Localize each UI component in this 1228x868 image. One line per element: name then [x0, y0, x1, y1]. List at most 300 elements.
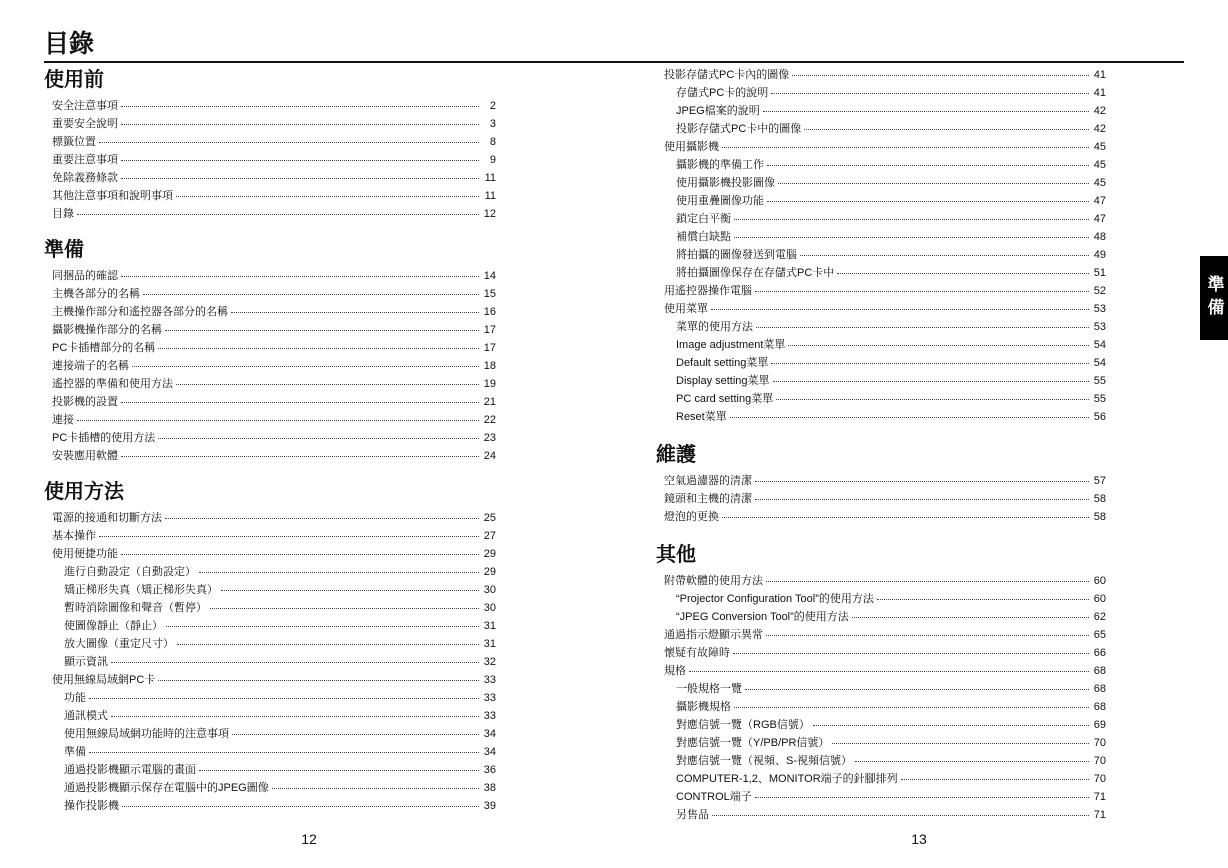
- toc-left-column: [44, 66, 496, 815]
- toc-entry-page: 32: [483, 656, 496, 668]
- toc-right-column: [656, 66, 1106, 824]
- toc-entry[interactable]: [44, 339, 496, 357]
- dot-leader: [111, 706, 479, 717]
- dot-leader: [143, 284, 479, 295]
- toc-entry-title: CONTROL端子: [676, 791, 752, 803]
- toc-entry-title: 放大圖像（重定尺寸）: [64, 638, 174, 650]
- toc-entry[interactable]: [44, 545, 496, 563]
- dot-leader: [99, 132, 479, 143]
- toc-entry[interactable]: [44, 321, 496, 339]
- toc-entry[interactable]: [656, 806, 1106, 824]
- dot-leader: [121, 168, 479, 179]
- toc-entry[interactable]: [656, 246, 1106, 264]
- dot-leader: [111, 652, 479, 663]
- toc-entry-page: 51: [1093, 267, 1106, 279]
- dot-leader: [776, 389, 1089, 400]
- toc-entry[interactable]: [656, 590, 1106, 608]
- toc-entry[interactable]: [44, 779, 496, 797]
- toc-entry-title: 攝影機操作部分的名稱: [52, 324, 162, 336]
- toc-entry-page: 66: [1093, 647, 1106, 659]
- toc-entry-title: 同捆品的確認: [52, 270, 118, 282]
- dot-leader: [199, 760, 479, 771]
- toc-entry[interactable]: [44, 429, 496, 447]
- toc-entry-title: 顯示資訊: [64, 656, 108, 668]
- toc-entry-title: 投影存儲式PC卡內的圖像: [664, 69, 790, 81]
- dot-leader: [755, 489, 1089, 500]
- toc-entry-title: 連接: [52, 414, 74, 426]
- toc-entry-page: 60: [1093, 575, 1106, 587]
- toc-entry-title: “Projector Configuration Tool”的使用方法: [676, 593, 874, 605]
- toc-entry-page: 19: [483, 378, 496, 390]
- toc-entry-page: 33: [483, 674, 496, 686]
- dot-leader: [158, 338, 479, 349]
- toc-entry-title: 存儲式PC卡的說明: [676, 87, 769, 99]
- toc-list: [656, 472, 1106, 526]
- toc-entry-title: 將拍攝的圖像發送到電腦: [676, 249, 797, 261]
- toc-entry-title: 通過投影機顯示電腦的畫面: [64, 764, 196, 776]
- toc-entry-page: 70: [1093, 755, 1106, 767]
- toc-entry[interactable]: [656, 390, 1106, 408]
- toc-entry-page: 17: [483, 324, 496, 336]
- toc-entry-title: Default setting菜單: [676, 357, 769, 369]
- dot-leader: [722, 137, 1089, 148]
- toc-entry-title: 準備: [64, 746, 86, 758]
- toc-entry-page: 33: [483, 692, 496, 704]
- toc-entry[interactable]: [656, 490, 1106, 508]
- dot-leader: [121, 446, 479, 457]
- toc-entry-page: 49: [1093, 249, 1106, 261]
- section-tab-label: 準備: [1204, 275, 1224, 321]
- dot-leader: [852, 607, 1089, 618]
- toc-entry-page: 18: [483, 360, 496, 372]
- dot-leader: [176, 186, 479, 197]
- toc-entry[interactable]: [656, 508, 1106, 526]
- toc-list: [656, 66, 1106, 426]
- toc-entry[interactable]: [44, 393, 496, 411]
- toc-entry-title: 將拍攝圖像保存在存儲式PC卡中: [676, 267, 835, 279]
- toc-entry[interactable]: [656, 120, 1106, 138]
- toc-entry-title: 使用攝影機投影圖像: [676, 177, 775, 189]
- toc-entry[interactable]: [44, 267, 496, 285]
- toc-entry[interactable]: [44, 115, 496, 133]
- toc-entry-title: 其他注意事項和說明事項: [52, 190, 173, 202]
- dot-leader: [121, 544, 479, 555]
- toc-entry-title: PC卡插槽的使用方法: [52, 432, 156, 444]
- toc-entry[interactable]: [656, 210, 1106, 228]
- toc-entry[interactable]: [44, 357, 496, 375]
- toc-entry-title: 通過指示燈顯示異常: [664, 629, 763, 641]
- toc-entry[interactable]: [656, 770, 1106, 788]
- toc-entry[interactable]: [44, 151, 496, 169]
- toc-entry-title: 一般規格一覽: [676, 683, 742, 695]
- toc-entry[interactable]: [44, 671, 496, 689]
- dot-leader: [745, 679, 1089, 690]
- toc-entry-page: 34: [483, 728, 496, 740]
- toc-entry-title: 操作投影機: [64, 800, 119, 812]
- toc-entry-page: 29: [483, 548, 496, 560]
- page-number-right: 13: [911, 831, 927, 847]
- toc-entry-title: 電源的接通和切斷方法: [52, 512, 162, 524]
- toc-entry-title: 通過投影機顯示保存在電腦中的JPEG圖像: [64, 782, 269, 794]
- toc-entry-page: 23: [483, 432, 496, 444]
- toc-entry[interactable]: [44, 169, 496, 187]
- toc-entry-page: 3: [489, 118, 496, 130]
- toc-entry-title: 鏡頭和主機的清潔: [664, 493, 752, 505]
- toc-entry-title: PC card setting菜單: [676, 393, 774, 405]
- toc-entry[interactable]: [44, 563, 496, 581]
- toc-entry[interactable]: [656, 626, 1106, 644]
- dot-leader: [771, 83, 1089, 94]
- dot-leader: [804, 119, 1089, 130]
- toc-entry-title: 主機各部分的名稱: [52, 288, 140, 300]
- dot-leader: [165, 508, 479, 519]
- toc-entry-title: 對應信號一覽（視頻、S-視頻信號）: [676, 755, 852, 767]
- dot-leader: [122, 796, 479, 807]
- toc-entry-title: 懷疑有故障時: [664, 647, 730, 659]
- toc-entry-title: 標籤位置: [52, 136, 96, 148]
- dot-leader: [800, 245, 1089, 256]
- toc-entry-page: 27: [483, 530, 496, 542]
- toc-entry[interactable]: [44, 509, 496, 527]
- dot-leader: [763, 101, 1089, 112]
- toc-entry[interactable]: [44, 725, 496, 743]
- toc-entry[interactable]: [656, 228, 1106, 246]
- toc-entry-page: 55: [1093, 375, 1106, 387]
- toc-entry[interactable]: [44, 743, 496, 761]
- toc-entry-title: 附帶軟體的使用方法: [664, 575, 763, 587]
- toc-entry-page: 65: [1093, 629, 1106, 641]
- toc-entry-page: 47: [1093, 195, 1106, 207]
- dot-leader: [77, 204, 479, 215]
- dot-leader: [165, 320, 479, 331]
- dot-leader: [730, 407, 1089, 418]
- toc-entry-page: 47: [1093, 213, 1106, 225]
- toc-entry[interactable]: [656, 336, 1106, 354]
- toc-entry-title: 暫時消除圖像和聲音（暫停）: [64, 602, 207, 614]
- dot-leader: [121, 392, 479, 403]
- dot-leader: [766, 625, 1089, 636]
- toc-entry-title: COMPUTER-1,2、MONITOR端子的針腳排列: [676, 773, 898, 785]
- toc-entry-page: 62: [1093, 611, 1106, 623]
- dot-leader: [877, 589, 1089, 600]
- toc-entry-page: 68: [1093, 665, 1106, 677]
- section-tab: [1200, 256, 1228, 340]
- dot-leader: [755, 471, 1089, 482]
- dot-leader: [755, 787, 1089, 798]
- toc-entry-page: 48: [1093, 231, 1106, 243]
- dot-leader: [712, 805, 1089, 816]
- section-heading: 使用方法: [44, 481, 124, 503]
- toc-entry[interactable]: [656, 102, 1106, 120]
- toc-entry-title: 用遙控器操作電腦: [664, 285, 752, 297]
- toc-entry[interactable]: [44, 205, 496, 223]
- toc-entry[interactable]: [44, 447, 496, 465]
- toc-entry-title: Reset菜單: [676, 411, 727, 423]
- toc-entry-page: 69: [1093, 719, 1106, 731]
- toc-entry[interactable]: [656, 354, 1106, 372]
- toc-entry[interactable]: [656, 752, 1106, 770]
- dot-leader: [121, 114, 479, 125]
- toc-entry-title: 連接端子的名稱: [52, 360, 129, 372]
- toc-entry-page: 11: [484, 172, 496, 184]
- section-heading: 其他: [656, 544, 696, 566]
- toc-entry-page: 55: [1093, 393, 1106, 405]
- toc-entry-title: 使用無線局域網功能時的注意事項: [64, 728, 229, 740]
- toc-entry-page: 12: [483, 208, 496, 220]
- toc-entry-page: 56: [1093, 411, 1106, 423]
- toc-entry[interactable]: [656, 174, 1106, 192]
- toc-entry-page: 33: [483, 710, 496, 722]
- dot-leader: [99, 526, 479, 537]
- toc-entry-page: 53: [1093, 303, 1106, 315]
- toc-entry-page: 68: [1093, 701, 1106, 713]
- toc-entry-title: “JPEG Conversion Tool”的使用方法: [676, 611, 849, 623]
- dot-leader: [766, 571, 1089, 582]
- toc-entry-title: 菜單的使用方法: [676, 321, 753, 333]
- toc-entry-page: 2: [489, 100, 496, 112]
- dot-leader: [711, 299, 1089, 310]
- toc-entry[interactable]: [656, 372, 1106, 390]
- toc-entry-title: 目錄: [52, 208, 74, 220]
- toc-entry[interactable]: [44, 285, 496, 303]
- toc-entry-page: 11: [484, 190, 496, 202]
- dot-leader: [177, 634, 479, 645]
- toc-entry-title: 空氣過濾器的清潔: [664, 475, 752, 487]
- dot-leader: [272, 778, 479, 789]
- toc-list: [656, 572, 1106, 824]
- toc-entry[interactable]: [44, 133, 496, 151]
- page-title: 目錄: [44, 30, 95, 58]
- toc-entry-title: Display setting菜單: [676, 375, 770, 387]
- dot-leader: [767, 191, 1089, 202]
- toc-entry-page: 71: [1093, 809, 1106, 821]
- dot-leader: [89, 742, 479, 753]
- toc-entry[interactable]: [44, 187, 496, 205]
- toc-entry[interactable]: [656, 264, 1106, 282]
- toc-entry-title: 重要安全說明: [52, 118, 118, 130]
- dot-leader: [855, 751, 1089, 762]
- toc-entry[interactable]: [44, 527, 496, 545]
- dot-leader: [689, 661, 1089, 672]
- toc-entry-page: 8: [489, 136, 496, 148]
- toc-entry-page: 52: [1093, 285, 1106, 297]
- dot-leader: [771, 353, 1089, 364]
- toc-entry-title: 規格: [664, 665, 686, 677]
- dot-leader: [132, 356, 479, 367]
- toc-entry[interactable]: [656, 156, 1106, 174]
- toc-entry-title: 使圖像靜止（靜止）: [64, 620, 163, 632]
- toc-entry-page: 38: [483, 782, 496, 794]
- dot-leader: [813, 715, 1089, 726]
- dot-leader: [734, 697, 1089, 708]
- toc-entry-title: PC卡插槽部分的名稱: [52, 342, 156, 354]
- toc-entry-page: 42: [1093, 123, 1106, 135]
- toc-entry-title: 安全注意事項: [52, 100, 118, 112]
- toc-entry[interactable]: [44, 97, 496, 115]
- dot-leader: [121, 96, 479, 107]
- toc-entry-page: 70: [1093, 773, 1106, 785]
- dot-leader: [722, 507, 1089, 518]
- dot-leader: [221, 580, 479, 591]
- toc-entry-title: 功能: [64, 692, 86, 704]
- dot-leader: [158, 670, 479, 681]
- toc-entry-title: 主機操作部分和遙控器各部分的名稱: [52, 306, 228, 318]
- toc-entry-page: 41: [1093, 69, 1106, 81]
- dot-leader: [755, 281, 1089, 292]
- toc-entry-page: 9: [489, 154, 496, 166]
- toc-entry[interactable]: [656, 788, 1106, 806]
- toc-entry-page: 54: [1093, 339, 1106, 351]
- toc-entry-page: 31: [483, 638, 496, 650]
- toc-entry-title: Image adjustment菜單: [676, 339, 786, 351]
- toc-entry-page: 17: [483, 342, 496, 354]
- dot-leader: [792, 65, 1089, 76]
- toc-entry[interactable]: [656, 66, 1106, 84]
- toc-entry[interactable]: [44, 635, 496, 653]
- toc-entry[interactable]: [44, 599, 496, 617]
- toc-entry-title: 矯正梯形失真（矯正梯形失真）: [64, 584, 218, 596]
- toc-entry-title: 使用無線局域網PC卡: [52, 674, 156, 686]
- dot-leader: [734, 227, 1089, 238]
- page-number-left: 12: [301, 831, 317, 847]
- toc-entry-title: 燈泡的更換: [664, 511, 719, 523]
- toc-entry-title: 對應信號一覽（RGB信號）: [676, 719, 810, 731]
- toc-entry[interactable]: [44, 617, 496, 635]
- dot-leader: [832, 733, 1089, 744]
- toc-entry-title: JPEG檔案的說明: [676, 105, 760, 117]
- toc-entry-page: 21: [483, 396, 496, 408]
- dot-leader: [733, 643, 1089, 654]
- toc-entry[interactable]: [656, 698, 1106, 716]
- toc-entry-page: 39: [483, 800, 496, 812]
- toc-list: [44, 97, 496, 223]
- toc-entry-title: 攝影機規格: [676, 701, 731, 713]
- dot-leader: [901, 769, 1089, 780]
- toc-entry[interactable]: [44, 375, 496, 393]
- toc-entry-page: 36: [483, 764, 496, 776]
- toc-entry-page: 45: [1093, 159, 1106, 171]
- dot-leader: [158, 428, 479, 439]
- toc-entry-title: 補償白缺點: [676, 231, 731, 243]
- toc-entry-page: 58: [1093, 493, 1106, 505]
- toc-entry-page: 60: [1093, 593, 1106, 605]
- dot-leader: [121, 150, 479, 161]
- dot-leader: [199, 562, 479, 573]
- dot-leader: [166, 616, 479, 627]
- toc-entry[interactable]: [656, 608, 1106, 626]
- toc-entry[interactable]: [656, 734, 1106, 752]
- toc-entry-page: 42: [1093, 105, 1106, 117]
- toc-entry-page: 58: [1093, 511, 1106, 523]
- toc-entry-page: 24: [483, 450, 496, 462]
- dot-leader: [231, 302, 479, 313]
- toc-entry[interactable]: [656, 716, 1106, 734]
- toc-entry[interactable]: [44, 689, 496, 707]
- toc-entry[interactable]: [656, 138, 1106, 156]
- toc-entry-page: 41: [1093, 87, 1106, 99]
- dot-leader: [778, 173, 1089, 184]
- toc-entry-page: 30: [483, 602, 496, 614]
- toc-entry-title: 重要注意事項: [52, 154, 118, 166]
- toc-entry-page: 68: [1093, 683, 1106, 695]
- toc-entry[interactable]: [656, 84, 1106, 102]
- toc-entry[interactable]: [656, 282, 1106, 300]
- toc-entry-page: 45: [1093, 141, 1106, 153]
- toc-entry-title: 對應信號一覽（Y/PB/PR信號）: [676, 737, 830, 749]
- toc-entry[interactable]: [44, 411, 496, 429]
- toc-entry-page: 34: [483, 746, 496, 758]
- toc-entry-title: 攝影機的準備工作: [676, 159, 764, 171]
- toc-entry-title: 通訊模式: [64, 710, 108, 722]
- dot-leader: [89, 688, 479, 699]
- toc-entry-page: 29: [483, 566, 496, 578]
- toc-list: [44, 509, 496, 815]
- dot-leader: [788, 335, 1089, 346]
- toc-entry-title: 使用重疊圖像功能: [676, 195, 764, 207]
- toc-entry-page: 54: [1093, 357, 1106, 369]
- dot-leader: [773, 371, 1089, 382]
- toc-entry-title: 使用菜單: [664, 303, 708, 315]
- toc-entry[interactable]: [44, 581, 496, 599]
- section-heading: 準備: [44, 239, 84, 261]
- toc-entry-title: 使用便捷功能: [52, 548, 118, 560]
- toc-entry-page: 70: [1093, 737, 1106, 749]
- dot-leader: [121, 266, 479, 277]
- toc-entry-page: 16: [483, 306, 496, 318]
- toc-entry-title: 遙控器的準備和使用方法: [52, 378, 173, 390]
- dot-leader: [734, 209, 1089, 220]
- toc-entry-title: 使用攝影機: [664, 141, 719, 153]
- toc-entry[interactable]: [656, 644, 1106, 662]
- toc-entry-page: 15: [483, 288, 496, 300]
- toc-list: [44, 267, 496, 465]
- dot-leader: [756, 317, 1089, 328]
- toc-entry[interactable]: [656, 680, 1106, 698]
- toc-entry[interactable]: [656, 662, 1106, 680]
- toc-entry-page: 14: [483, 270, 496, 282]
- toc-entry-page: 53: [1093, 321, 1106, 333]
- toc-entry[interactable]: [656, 472, 1106, 490]
- toc-entry[interactable]: [656, 318, 1106, 336]
- toc-entry-title: 基本操作: [52, 530, 96, 542]
- toc-entry-title: 免除義務條款: [52, 172, 118, 184]
- title-rule: [44, 61, 1184, 63]
- toc-entry[interactable]: [656, 408, 1106, 426]
- toc-entry[interactable]: [44, 653, 496, 671]
- dot-leader: [837, 263, 1089, 274]
- dot-leader: [232, 724, 479, 735]
- toc-entry[interactable]: [44, 303, 496, 321]
- toc-entry-title: 安裝應用軟體: [52, 450, 118, 462]
- toc-entry-title: 鎖定白平衡: [676, 213, 731, 225]
- toc-entry[interactable]: [44, 707, 496, 725]
- toc-entry-title: 進行自動設定（自動設定）: [64, 566, 196, 578]
- toc-entry-title: 投影存儲式PC卡中的圖像: [676, 123, 802, 135]
- toc-entry[interactable]: [656, 300, 1106, 318]
- toc-entry[interactable]: [44, 797, 496, 815]
- toc-entry-page: 71: [1093, 791, 1106, 803]
- section-heading: 使用前: [44, 69, 104, 91]
- toc-entry-page: 25: [483, 512, 496, 524]
- toc-entry[interactable]: [656, 192, 1106, 210]
- toc-entry-page: 22: [483, 414, 496, 426]
- toc-entry[interactable]: [44, 761, 496, 779]
- toc-entry-page: 57: [1093, 475, 1106, 487]
- toc-entry[interactable]: [656, 572, 1106, 590]
- toc-entry-page: 31: [483, 620, 496, 632]
- dot-leader: [77, 410, 479, 421]
- toc-entry-page: 45: [1093, 177, 1106, 189]
